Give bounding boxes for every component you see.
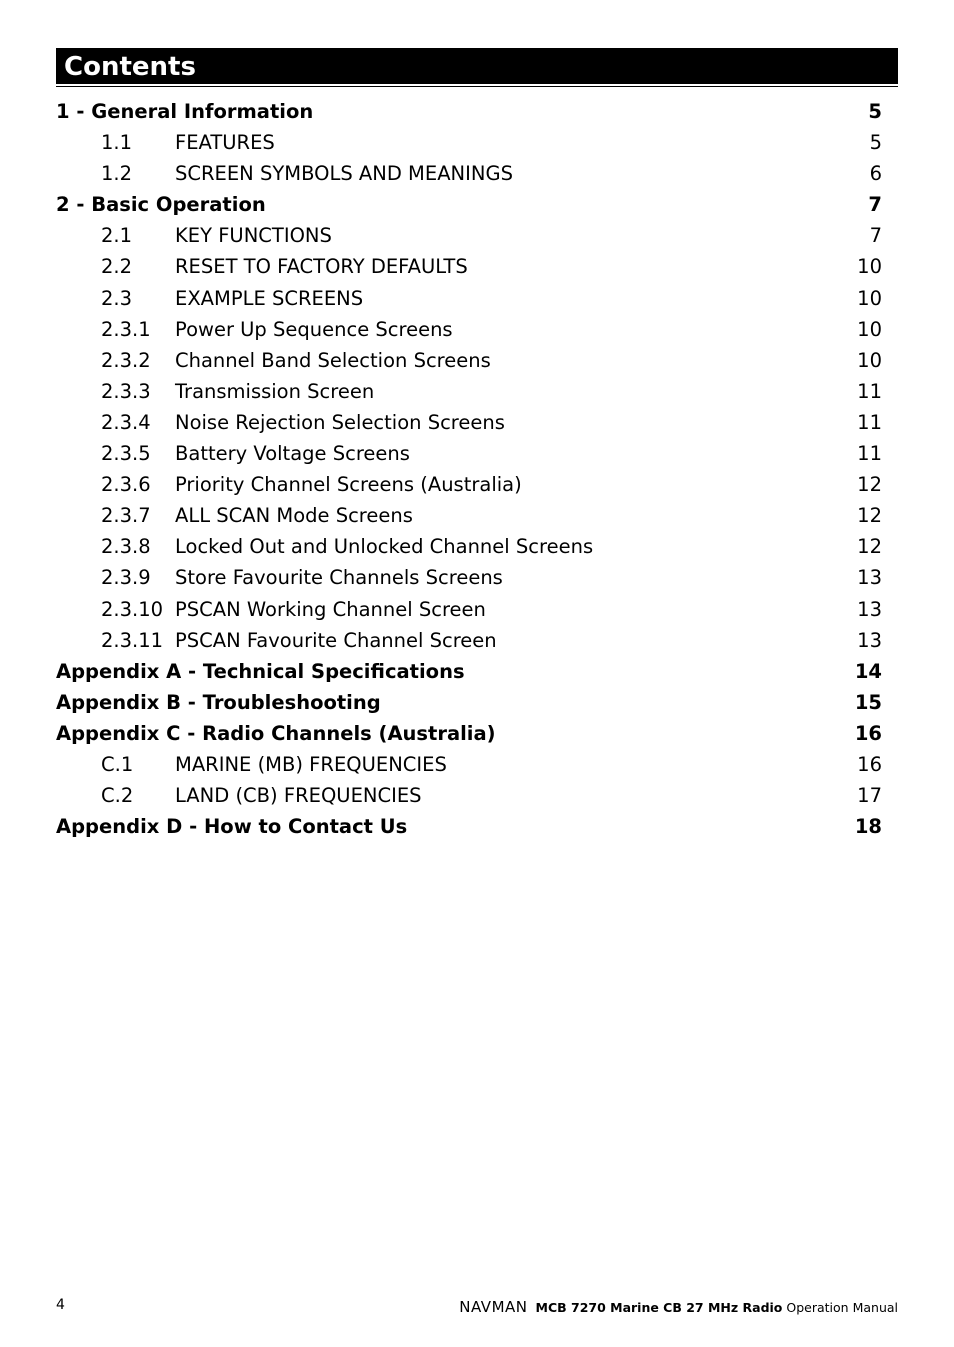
toc-entry-title: ALL SCAN Mode Screens (175, 504, 413, 528)
toc-entry-page: 15 (854, 690, 882, 714)
toc-entry[interactable] (56, 438, 882, 469)
toc-entry-title: Appendix A - Technical Specifications (56, 659, 465, 683)
toc-entry-number: 2.3.9 (101, 566, 151, 590)
toc-entry[interactable] (56, 96, 882, 127)
toc-entry-title: KEY FUNCTIONS (175, 224, 332, 248)
footer-manual-title (459, 1298, 898, 1317)
toc-entry-title: LAND (CB) FREQUENCIES (175, 784, 422, 808)
toc-entry-number: 2.3.6 (101, 473, 151, 497)
toc-entry-title: Power Up Sequence Screens (175, 317, 453, 341)
contents-heading-bar (56, 48, 898, 84)
footer-suffix: Operation Manual (786, 1300, 898, 1315)
toc-entry-title: PSCAN Favourite Channel Screen (175, 628, 497, 652)
toc-entry[interactable] (56, 251, 882, 282)
toc-entry-number: 2.1 (101, 224, 133, 248)
toc-entry-number: 2.3.1 (101, 317, 151, 341)
toc-entry-page: 13 (857, 566, 882, 590)
toc-entry-page: 12 (857, 535, 882, 559)
toc-entry-title: Battery Voltage Screens (175, 442, 410, 466)
toc-entry-title: Appendix C - Radio Channels (Australia) (56, 721, 496, 745)
toc-entry[interactable] (56, 749, 882, 780)
toc-entry-title: SCREEN SYMBOLS AND MEANINGS (175, 162, 513, 186)
toc-entry-page: 5 (869, 131, 882, 155)
toc-entry-number: C.1 (101, 752, 134, 776)
footer-page-number: 4 (56, 1297, 65, 1313)
toc-entry-number: 2.3.5 (101, 442, 151, 466)
toc-entry-page: 10 (857, 317, 882, 341)
toc-entry-title: Transmission Screen (175, 379, 375, 403)
toc-entry-page: 18 (854, 815, 882, 839)
page-title: Contents (64, 52, 196, 82)
toc-entry-number: 2.2 (101, 255, 133, 279)
toc-entry-page: 13 (857, 597, 882, 621)
footer-model: MCB 7270 Marine CB 27 MHz Radio (535, 1300, 783, 1315)
toc-entry-number: 2.3.4 (101, 410, 151, 434)
toc-entry[interactable] (56, 158, 882, 189)
toc-entry[interactable] (56, 531, 882, 562)
toc-entry[interactable] (56, 500, 882, 531)
toc-entry-title: Appendix B - Troubleshooting (56, 690, 381, 714)
toc-entry-title: Locked Out and Unlocked Channel Screens (175, 535, 594, 559)
toc-entry[interactable] (56, 656, 882, 687)
toc-entry-page: 6 (869, 162, 882, 186)
toc-entry[interactable] (56, 376, 882, 407)
toc-entry-number: 2.3 (101, 286, 133, 310)
toc-entry-page: 13 (857, 628, 882, 652)
toc-entry[interactable] (56, 625, 882, 656)
toc-entry-number: 2.3.8 (101, 535, 151, 559)
toc-entry-page: 11 (857, 379, 882, 403)
toc-entry[interactable] (56, 780, 882, 811)
toc-entry-number: 2.3.10 (101, 597, 164, 621)
toc-entry-page: 11 (857, 442, 882, 466)
toc-entry-title: Priority Channel Screens (Australia) (175, 473, 522, 497)
toc-entry[interactable] (56, 127, 882, 158)
toc-entry-page: 17 (857, 784, 882, 808)
toc-entry[interactable] (56, 189, 882, 220)
toc-entry-page: 16 (857, 752, 882, 776)
toc-entry-title: MARINE (MB) FREQUENCIES (175, 752, 447, 776)
toc-entry-title: 2 - Basic Operation (56, 193, 266, 217)
toc-entry-page: 14 (854, 659, 882, 683)
toc-entry-number: 2.3.7 (101, 504, 151, 528)
toc-entry-title: Appendix D - How to Contact Us (56, 815, 408, 839)
brand-logo: NAVMAN (459, 1298, 528, 1316)
toc-entry-page: 11 (857, 410, 882, 434)
toc-entry-number: 1.2 (101, 162, 133, 186)
toc-entry[interactable] (56, 314, 882, 345)
toc-entry[interactable] (56, 562, 882, 593)
toc-entry-page: 12 (857, 504, 882, 528)
toc-entry[interactable] (56, 407, 882, 438)
toc-entry-title: Noise Rejection Selection Screens (175, 410, 505, 434)
toc-entry-title: FEATURES (175, 131, 275, 155)
toc-entry-number: C.2 (101, 784, 134, 808)
toc-entry-page: 16 (854, 721, 882, 745)
toc-entry[interactable] (56, 594, 882, 625)
toc-entry-number: 2.3.3 (101, 379, 151, 403)
toc-entry-number: 2.3.11 (101, 628, 164, 652)
toc-entry[interactable] (56, 718, 882, 749)
toc-entry[interactable] (56, 283, 882, 314)
toc-entry-page: 7 (869, 224, 882, 248)
toc-entry-page: 10 (857, 286, 882, 310)
toc-entry-title: PSCAN Working Channel Screen (175, 597, 486, 621)
toc-entry-number: 1.1 (101, 131, 133, 155)
toc-entry-title: 1 - General Information (56, 100, 314, 123)
toc-entry-page: 10 (857, 348, 882, 372)
toc-entry[interactable] (56, 811, 882, 842)
toc-entry-number: 2.3.2 (101, 348, 151, 372)
toc-entry-title: RESET TO FACTORY DEFAULTS (175, 255, 468, 279)
toc-entry[interactable] (56, 220, 882, 251)
toc-entry[interactable] (56, 345, 882, 376)
toc-entry-title: Channel Band Selection Screens (175, 348, 491, 372)
toc-entry[interactable] (56, 469, 882, 500)
heading-divider (56, 86, 898, 87)
toc-entry-page: 5 (868, 100, 882, 123)
table-of-contents (56, 96, 882, 842)
toc-entry-page: 7 (868, 193, 882, 217)
toc-entry-title: EXAMPLE SCREENS (175, 286, 364, 310)
toc-entry[interactable] (56, 687, 882, 718)
toc-entry-page: 10 (857, 255, 882, 279)
toc-entry-title: Store Favourite Channels Screens (175, 566, 503, 590)
toc-entry-page: 12 (857, 473, 882, 497)
